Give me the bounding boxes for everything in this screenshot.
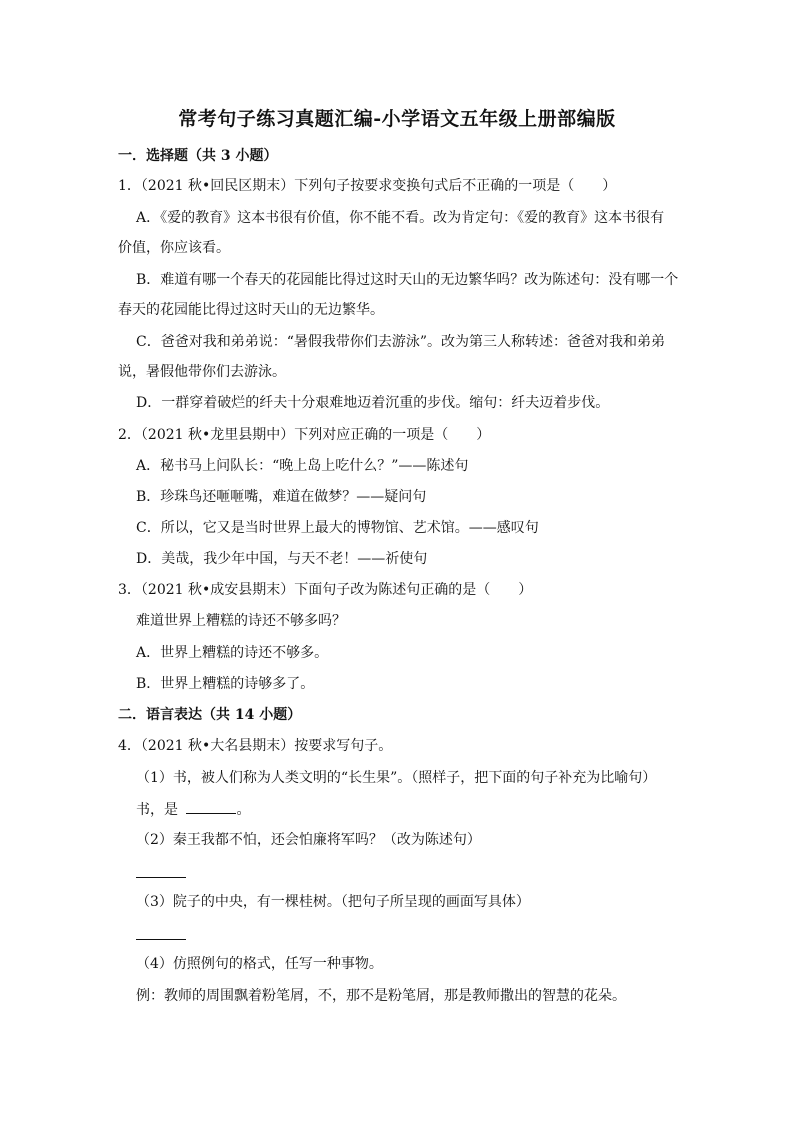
question-3-option-b: B．世界上糟糕的诗够多了。 bbox=[136, 676, 315, 692]
section-heading-expression: 二．语言表达（共 14 小题） bbox=[118, 707, 302, 723]
question-2-option-d: D．美哉，我少年中国，与天不老！——祈使句 bbox=[136, 551, 428, 567]
question-4-part-3-answer-blank[interactable] bbox=[136, 939, 186, 940]
question-1-option-a-line2: 价值，你应该看。 bbox=[118, 240, 230, 256]
answer-blank[interactable] bbox=[186, 799, 236, 814]
question-1-option-d: D．一群穿着破烂的纤夫十分艰难地迈着沉重的步伐。缩句：纤夫迈着步伐。 bbox=[136, 395, 610, 411]
question-1-option-c-line1: C．爸爸对我和弟弟说：“暑假我带你们去游泳”。改为第三人称转述：爸爸对我和弟弟 bbox=[136, 334, 666, 350]
question-2-option-a: A．秘书马上问队长：“晚上岛上吃什么？”——陈述句 bbox=[136, 458, 469, 474]
question-2-option-c: C．所以，它又是当时世界上最大的博物馆、艺术馆。——感叹句 bbox=[136, 520, 539, 536]
question-4-part-4: （4）仿照例句的格式，任写一种事物。 bbox=[136, 956, 383, 972]
answer-prefix: 书，是 bbox=[136, 802, 178, 818]
question-4-part-1-answer bbox=[136, 799, 250, 820]
section-heading-choice: 一．选择题（共 3 小题） bbox=[118, 148, 278, 164]
answer-suffix: 。 bbox=[236, 802, 251, 818]
question-4-example: 例：教师的周围飘着粉笔屑，不，那不是粉笔屑，那是教师撒出的智慧的花朵。 bbox=[136, 988, 626, 1004]
question-1-option-a-line1: A．《爱的教育》这本书很有价值，你不能不看。改为肯定句：《爱的教育》这本书很有 bbox=[136, 210, 665, 226]
question-1-stem: 1．（2021 秋•回民区期末）下列句子按要求变换句式后不正确的一项是（ ） bbox=[118, 178, 617, 194]
question-1-option-b-line1: B．难道有哪一个春天的花园能比得过这时天山的无边繁华吗？改为陈述句：没有哪一个 bbox=[136, 272, 679, 288]
question-2-option-b: B．珍珠鸟还咂咂嘴，难道在做梦？——疑问句 bbox=[136, 489, 427, 505]
question-3-sentence: 难道世界上糟糕的诗还不够多吗？ bbox=[136, 613, 346, 629]
document-title: 常考句子练习真题汇编-小学语文五年级上册部编版 bbox=[178, 108, 616, 130]
question-4-part-3: （3）院子的中央，有一棵桂树。（把句子所呈现的画面写具体） bbox=[136, 894, 530, 910]
question-3-option-a: A．世界上糟糕的诗还不够多。 bbox=[136, 645, 329, 661]
question-2-stem: 2．（2021 秋•龙里县期中）下列对应正确的一项是（ ） bbox=[118, 427, 491, 443]
question-4-part-2-answer-blank[interactable] bbox=[136, 877, 186, 878]
question-4-part-1: （1）书，被人们称为人类文明的“长生果”。（照样子，把下面的句子补充为比喻句） bbox=[136, 770, 657, 786]
question-4-stem: 4．（2021 秋•大名县期末）按要求写句子。 bbox=[118, 738, 393, 754]
question-3-stem: 3．（2021 秋•成安县期末）下面句子改为陈述句正确的是（ ） bbox=[118, 582, 533, 598]
question-1-option-b-line2: 春天的花园能比得过这时天山的无边繁华。 bbox=[118, 302, 384, 318]
question-4-part-2: （2）秦王我都不怕，还会怕廉将军吗？（改为陈述句） bbox=[136, 832, 481, 848]
question-1-option-c-line2: 说，暑假他带你们去游泳。 bbox=[118, 364, 286, 380]
